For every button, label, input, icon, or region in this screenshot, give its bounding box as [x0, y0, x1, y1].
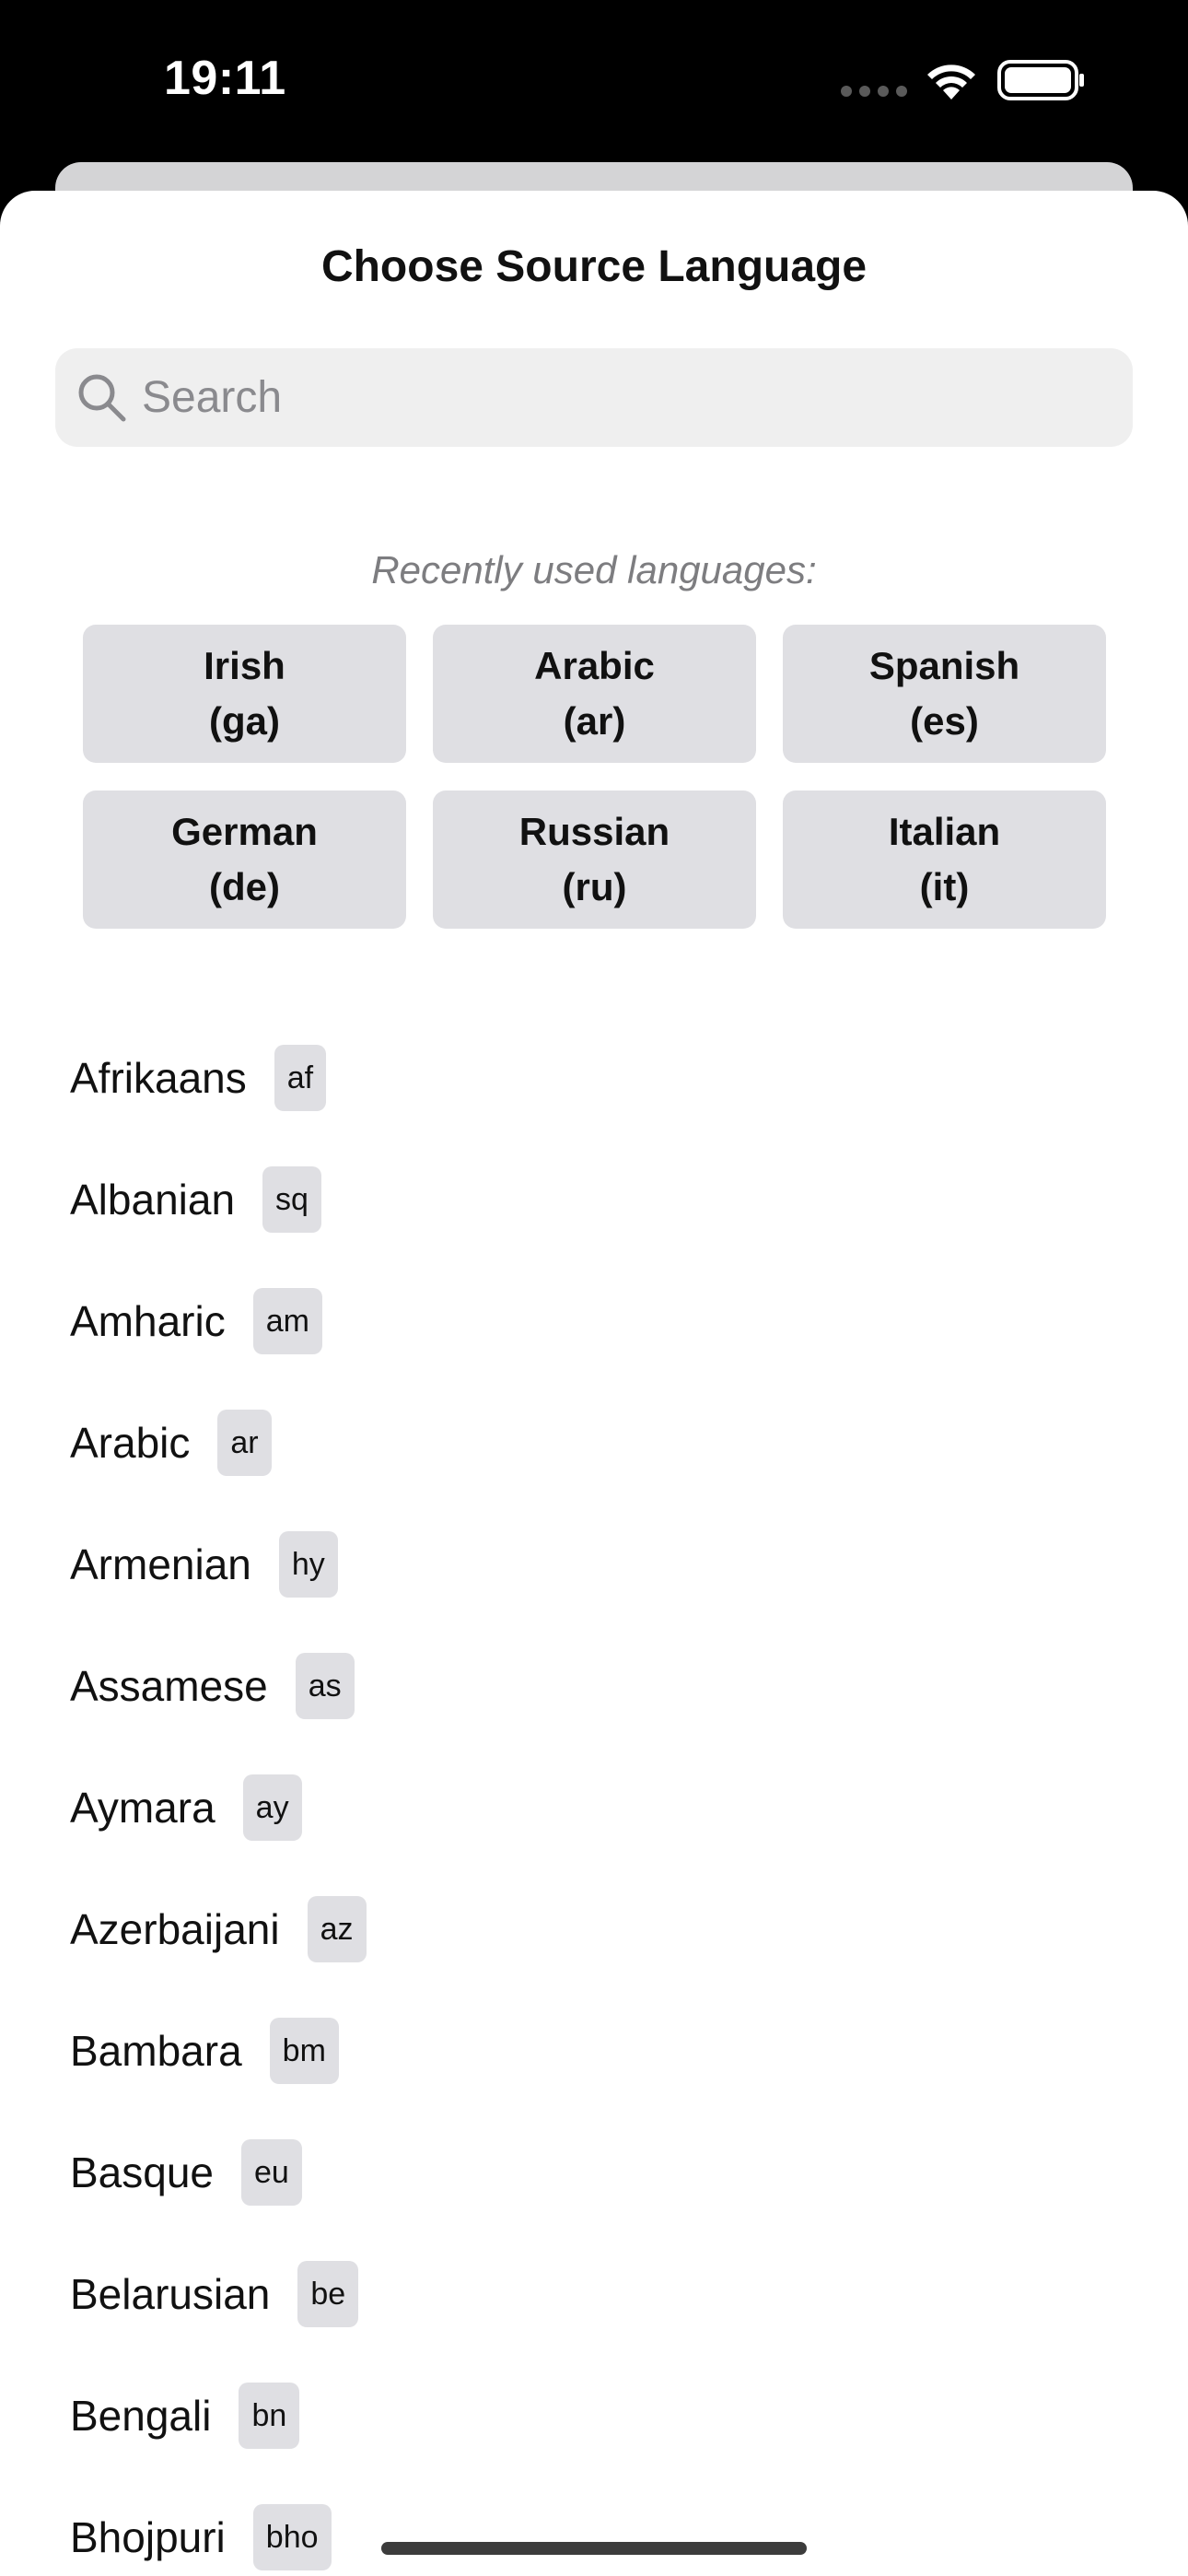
- recent-languages-label: Recently used languages:: [371, 548, 817, 591]
- battery-icon: [997, 59, 1086, 101]
- recent-chip-name: Arabic: [534, 644, 655, 687]
- recent-chip-name: Spanish: [868, 644, 1020, 687]
- recent-languages-grid: [83, 625, 1105, 929]
- language-code-badge: as: [296, 1653, 355, 1719]
- language-code-badge: bm: [270, 2018, 339, 2084]
- recent-chip-name: Italian: [888, 810, 1001, 853]
- language-name: Bhojpuri: [70, 2513, 226, 2561]
- language-code-badge: az: [308, 1896, 367, 1962]
- language-name: Aymara: [70, 1784, 215, 1832]
- recent-chip-code: (ar): [563, 699, 626, 743]
- recent-chip-code: (de): [209, 865, 280, 908]
- language-code-badge: eu: [241, 2139, 302, 2206]
- home-indicator[interactable]: [381, 2542, 807, 2555]
- language-row[interactable]: [70, 1868, 1120, 1990]
- language-name: Belarusian: [70, 2270, 271, 2318]
- recent-chip-russian[interactable]: [433, 790, 756, 929]
- language-row[interactable]: [70, 2355, 1120, 2476]
- language-name: Amharic: [70, 1297, 226, 1345]
- language-code-badge: am: [253, 1288, 322, 1354]
- language-code-badge: ar: [217, 1410, 271, 1476]
- language-row[interactable]: [70, 1017, 1120, 1139]
- recent-chip-name: Irish: [204, 644, 285, 687]
- language-name: Basque: [70, 2149, 215, 2196]
- language-row[interactable]: [70, 1625, 1120, 1747]
- language-row[interactable]: [70, 2233, 1120, 2355]
- language-name: Azerbaijani: [70, 1905, 280, 1953]
- language-name: Assamese: [70, 1662, 268, 1710]
- language-row[interactable]: [70, 1747, 1120, 1868]
- language-row[interactable]: [70, 1260, 1120, 1382]
- recent-chip-german[interactable]: [83, 790, 406, 929]
- language-name: Afrikaans: [70, 1054, 247, 1102]
- recent-chip-code: (ga): [209, 699, 280, 743]
- search-input[interactable]: [140, 371, 1065, 424]
- language-row[interactable]: [70, 1504, 1120, 1625]
- language-code-badge: sq: [262, 1166, 321, 1233]
- language-picker-sheet: [0, 191, 1188, 2576]
- status-time: 19:11: [164, 52, 286, 105]
- recent-chip-code: (it): [919, 865, 970, 908]
- language-list: [70, 1017, 1120, 2576]
- search-icon: [76, 371, 129, 425]
- recent-chip-spanish[interactable]: [783, 625, 1106, 763]
- language-name: Armenian: [70, 1540, 251, 1588]
- recent-chip-name: German: [171, 810, 318, 853]
- language-name: Bengali: [70, 2392, 212, 2440]
- search-bar[interactable]: [55, 348, 1133, 447]
- language-name: Bambara: [70, 2027, 242, 2075]
- cellular-signal-icon: [841, 86, 907, 97]
- language-code-badge: bho: [253, 2504, 332, 2570]
- language-code-badge: hy: [279, 1531, 338, 1598]
- language-name: Albanian: [70, 1176, 236, 1224]
- recent-chip-code: (es): [910, 699, 979, 743]
- language-row[interactable]: [70, 2112, 1120, 2233]
- language-code-badge: af: [274, 1045, 326, 1111]
- recent-chip-italian[interactable]: [783, 790, 1106, 929]
- recent-chip-code: (ru): [562, 865, 627, 908]
- language-name: Arabic: [70, 1419, 191, 1467]
- recent-chip-name: Russian: [518, 810, 670, 853]
- status-bar: [0, 0, 1188, 175]
- language-row[interactable]: [70, 1139, 1120, 1260]
- wifi-icon: [923, 57, 980, 101]
- language-code-badge: be: [297, 2261, 358, 2327]
- language-row[interactable]: [70, 1382, 1120, 1504]
- recent-chip-irish[interactable]: [83, 625, 406, 763]
- language-code-badge: ay: [243, 1774, 302, 1841]
- language-row[interactable]: [70, 1990, 1120, 2112]
- recent-chip-arabic[interactable]: [433, 625, 756, 763]
- language-code-badge: bn: [239, 2383, 299, 2449]
- sheet-title: Choose Source Language: [320, 242, 868, 291]
- language-row[interactable]: [70, 2476, 1120, 2576]
